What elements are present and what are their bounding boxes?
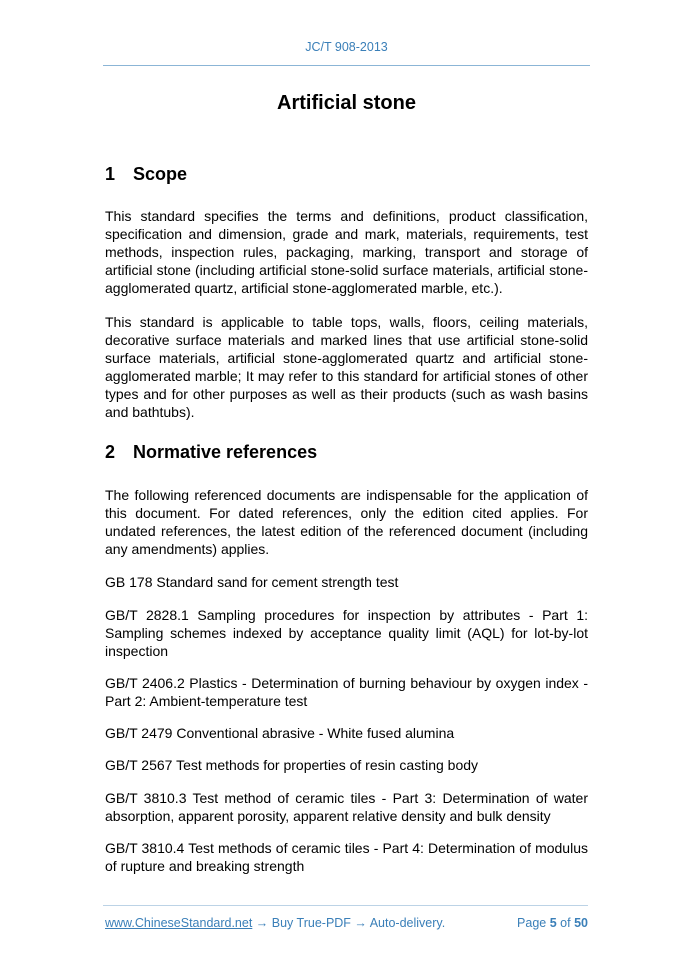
page-current: 5: [549, 916, 557, 930]
reference-item: GB/T 2567 Test methods for properties of resin casting body: [105, 757, 479, 773]
paragraph: This standard specifies the terms and definitions, product classification, specification and dimension, grade and mark, materials, requirements, test methods, inspection rules, packaging, marking, transport and storage of artificial stone (including artificial stone-solid surface materials, artificial stone-agglomerated quartz, artificial stone-agglomerated marble, etc.).: [105, 208, 588, 296]
section-heading: 2 Normative references: [105, 442, 318, 462]
footer: [105, 916, 588, 930]
footer-tagline: → Buy True-PDF → Auto-delivery.: [252, 916, 446, 930]
section-heading: 1 Scope: [105, 164, 188, 184]
standard-code: JC/T 908-2013: [305, 40, 388, 54]
paragraph: This standard is applicable to table tops, walls, floors, ceiling materials, decorative surface materials and marked lines that use artificial stone-solid surface materials, artificial stone-agglomerated quartz and artificial stone-agglomerated marble; It may refer to this standard for artificial stones of other types and for other purposes as well as their products (such as wash basins and bathtubs).: [105, 314, 588, 420]
document-title: Artificial stone: [277, 92, 416, 114]
reference-item: GB 178 Standard sand for cement strength test: [105, 574, 399, 590]
reference-item: GB/T 2406.2 Plastics - Determination of burning behaviour by oxygen index - Part 2: Ambient-temperature test: [105, 675, 588, 709]
reference-item: GB/T 3810.4 Test methods of ceramic tiles - Part 4: Determination of modulus of rupture and breaking strength: [105, 840, 588, 874]
header-divider: [103, 65, 590, 66]
paragraph: The following referenced documents are indispensable for the application of this document. For dated references, only the edition cited applies. For undated references, the latest edition of the referenced document (including any amendments) applies.: [105, 487, 588, 557]
page-indicator: Page 5 of 50: [517, 916, 588, 930]
footer-divider: [103, 905, 588, 906]
reference-item: GB/T 3810.3 Test method of ceramic tiles - Part 3: Determination of water absorption, apparent porosity, apparent relative density and bulk density: [105, 790, 588, 824]
reference-item: GB/T 2828.1 Sampling procedures for inspection by attributes - Part 1: Sampling schemes indexed by acceptance quality limit (AQL) for lot-by-lot inspection: [105, 607, 588, 659]
section-scope: [105, 165, 588, 183]
reference-item: GB/T 2479 Conventional abrasive - White fused alumina: [105, 725, 455, 741]
website-link[interactable]: www.ChineseStandard.net: [105, 916, 253, 930]
page-total: 50: [574, 916, 588, 930]
section-normative-references: [105, 443, 588, 461]
